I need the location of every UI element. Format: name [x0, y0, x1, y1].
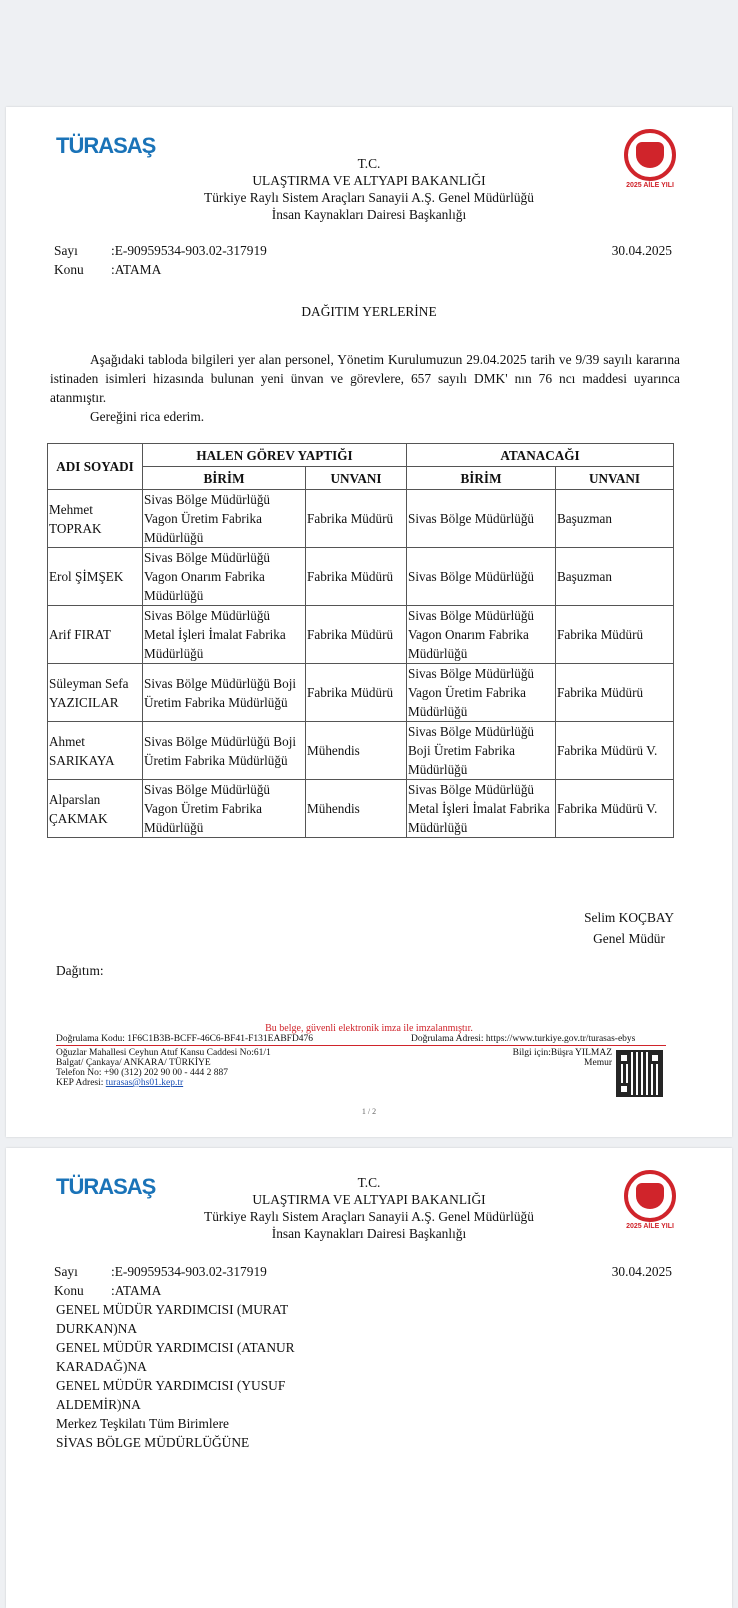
header-line-2: ULAŞTIRMA VE ALTYAPI BAKANLIĞI — [252, 173, 486, 188]
company-logo: TÜRASAŞ — [56, 133, 156, 158]
cell-new-unit: Sivas Bölge Müdürlüğü Vagon Üretim Fabrika Müdürlüğü — [407, 664, 556, 722]
list-item: GENEL MÜDÜR YARDIMCISI (YUSUF — [56, 1378, 286, 1393]
sayi-value: :E-90959534-903.02-317919 — [111, 243, 267, 258]
header-line-2: ULAŞTIRMA VE ALTYAPI BAKANLIĞI — [252, 1192, 486, 1207]
kep-line — [56, 1078, 271, 1088]
cell-new-title: Başuzman — [556, 548, 674, 606]
list-item: KARADAĞ)NA — [56, 1359, 147, 1374]
signer-name: Selim KOÇBAY — [584, 910, 674, 925]
col-header-new-unit: BİRİM — [407, 467, 556, 490]
table-row — [48, 780, 674, 838]
cell-new-title: Fabrika Müdürü — [556, 664, 674, 722]
kep-label: KEP Adresi: — [56, 1078, 104, 1088]
address-line-1: Oğuzlar Mahallesi Ceyhun Atuf Kansu Caddesi No:61/1 — [56, 1048, 271, 1058]
sayi-value: :E-90959534-903.02-317919 — [111, 1264, 267, 1279]
cell-new-unit: Sivas Bölge Müdürlüğü — [407, 548, 556, 606]
list-item: ALDEMİR)NA — [56, 1397, 141, 1412]
sayi-label: Sayı — [54, 243, 78, 258]
cell-new-unit: Sivas Bölge Müdürlüğü Metal İşleri İmalat Fabrika Müdürlüğü — [407, 780, 556, 838]
info-block — [466, 1048, 612, 1068]
document-page-1 — [6, 107, 732, 1137]
cell-new-unit: Sivas Bölge Müdürlüğü Vagon Onarım Fabrika Müdürlüğü — [407, 606, 556, 664]
cell-name: Ahmet SARIKAYA — [48, 722, 143, 780]
cell-current-unit: Sivas Bölge Müdürlüğü Vagon Onarım Fabrika Müdürlüğü — [143, 548, 306, 606]
closing-text: Gereğini rica ederim. — [90, 409, 205, 424]
verification-address: Doğrulama Adresi: https://www.turkiye.gov.tr/turasas-ebys — [411, 1034, 636, 1044]
cell-current-unit: Sivas Bölge Müdürlüğü Vagon Üretim Fabrika Müdürlüğü — [143, 490, 306, 548]
cell-current-title: Fabrika Müdürü — [306, 664, 407, 722]
appointment-table — [47, 443, 674, 838]
signer-title: Genel Müdür — [593, 931, 665, 946]
cell-current-unit: Sivas Bölge Müdürlüğü Boji Üretim Fabrika Müdürlüğü — [143, 664, 306, 722]
header-line-3: Türkiye Raylı Sistem Araçları Sanayii A.Ş. Genel Müdürlüğü — [204, 190, 534, 205]
cell-current-unit: Sivas Bölge Müdürlüğü Boji Üretim Fabrika Müdürlüğü — [143, 722, 306, 780]
col-header-new-title: UNVANI — [556, 467, 674, 490]
header-line-1: T.C. — [357, 1175, 381, 1190]
address-line-2: Balgat/ Çankaya/ ANKARA/ TÜRKİYE — [56, 1058, 211, 1068]
list-item: GENEL MÜDÜR YARDIMCISI (ATANUR — [56, 1340, 295, 1355]
col-group-new: ATANACAĞI — [407, 444, 674, 467]
col-header-current-title: UNVANI — [306, 467, 407, 490]
footer-divider — [56, 1045, 666, 1046]
info-role: Memur — [584, 1058, 612, 1068]
qr-code-icon — [616, 1050, 663, 1097]
document-date: 30.04.2025 — [611, 1264, 672, 1279]
cell-name: Süleyman Sefa YAZICILAR — [48, 664, 143, 722]
cell-new-title: Başuzman — [556, 490, 674, 548]
col-header-name: ADI SOYADI — [48, 444, 143, 490]
verification-code: Doğrulama Kodu: 1F6C1B3B-BCFF-46C6-BF41-F131EABFD476 — [56, 1034, 314, 1044]
table-row — [48, 664, 674, 722]
cell-current-title: Fabrika Müdürü — [306, 490, 407, 548]
cell-new-unit: Sivas Bölge Müdürlüğü Boji Üretim Fabrika Müdürlüğü — [407, 722, 556, 780]
col-header-current-unit: BİRİM — [143, 467, 306, 490]
cell-new-title: Fabrika Müdürü V. — [556, 722, 674, 780]
header-block — [6, 1174, 732, 1242]
phone-line: Telefon No: +90 (312) 202 90 00 - 444 2 887 — [56, 1068, 228, 1078]
konu-value: :ATAMA — [111, 1283, 162, 1298]
cell-current-title: Mühendis — [306, 780, 407, 838]
cell-name: Alparslan ÇAKMAK — [48, 780, 143, 838]
cell-name: Mehmet TOPRAK — [48, 490, 143, 548]
company-logo: TÜRASAŞ — [56, 1174, 156, 1199]
distribution-label: Dağıtım: — [56, 963, 104, 978]
header-line-3: Türkiye Raylı Sistem Araçları Sanayii A.Ş. Genel Müdürlüğü — [204, 1209, 534, 1224]
document-page-2 — [6, 1148, 732, 1608]
list-item: SİVAS BÖLGE MÜDÜRLÜĞÜNE — [56, 1435, 250, 1450]
table-row — [48, 722, 674, 780]
cell-name: Erol ŞİMŞEK — [48, 548, 143, 606]
signature-block — [584, 907, 674, 949]
cell-new-unit: Sivas Bölge Müdürlüğü — [407, 490, 556, 548]
list-item: DURKAN)NA — [56, 1321, 138, 1336]
distribution-list — [56, 1300, 295, 1452]
konu-label: Konu — [54, 1283, 84, 1298]
header-line-4: İnsan Kaynakları Dairesi Başkanlığı — [271, 207, 467, 222]
document-title: DAĞITIM YERLERİNE — [301, 304, 437, 319]
konu-label: Konu — [54, 262, 84, 277]
info-contact: Bilgi için:Büşra YILMAZ — [512, 1048, 612, 1058]
header-block — [6, 155, 732, 223]
esign-note: Bu belge, güvenli elektronik imza ile imzalanmıştır. — [265, 1023, 473, 1034]
cell-current-title: Mühendis — [306, 722, 407, 780]
seal-text: 2025 AİLE YILI — [626, 1223, 674, 1230]
header-line-4: İnsan Kaynakları Dairesi Başkanlığı — [271, 1226, 467, 1241]
table-row — [48, 606, 674, 664]
cell-current-unit: Sivas Bölge Müdürlüğü Vagon Üretim Fabrika Müdürlüğü — [143, 780, 306, 838]
cell-new-title: Fabrika Müdürü V. — [556, 780, 674, 838]
cell-new-title: Fabrika Müdürü — [556, 606, 674, 664]
list-item: Merkez Teşkilatı Tüm Birimlere — [56, 1416, 229, 1431]
kep-address-link[interactable]: turasas@hs01.kep.tr — [105, 1078, 184, 1088]
sayi-label: Sayı — [54, 1264, 78, 1279]
table-row — [48, 490, 674, 548]
konu-value: :ATAMA — [111, 262, 162, 277]
body-paragraph: Aşağıdaki tabloda bilgileri yer alan personel, Yönetim Kurulumuzun 29.04.2025 tarih ve 9/39 sayılı kararına istinaden isimleri hizasında bulunan yeni ünvan ve görevlere, 657 sayılı DMK' nın 76 ncı maddesi uyarınca atanmıştır. — [50, 352, 680, 405]
document-date: 30.04.2025 — [611, 243, 672, 258]
footer-address — [56, 1048, 271, 1088]
col-group-current: HALEN GÖREV YAPTIĞI — [143, 444, 407, 467]
cell-name: Arif FIRAT — [48, 606, 143, 664]
table-row — [48, 548, 674, 606]
list-item: GENEL MÜDÜR YARDIMCISI (MURAT — [56, 1302, 289, 1317]
page-number: 1 / 2 — [361, 1107, 377, 1116]
header-line-1: T.C. — [357, 156, 381, 171]
cell-current-title: Fabrika Müdürü — [306, 606, 407, 664]
seal-text: 2025 AİLE YILI — [626, 182, 674, 189]
cell-current-title: Fabrika Müdürü — [306, 548, 407, 606]
cell-current-unit: Sivas Bölge Müdürlüğü Metal İşleri İmalat Fabrika Müdürlüğü — [143, 606, 306, 664]
